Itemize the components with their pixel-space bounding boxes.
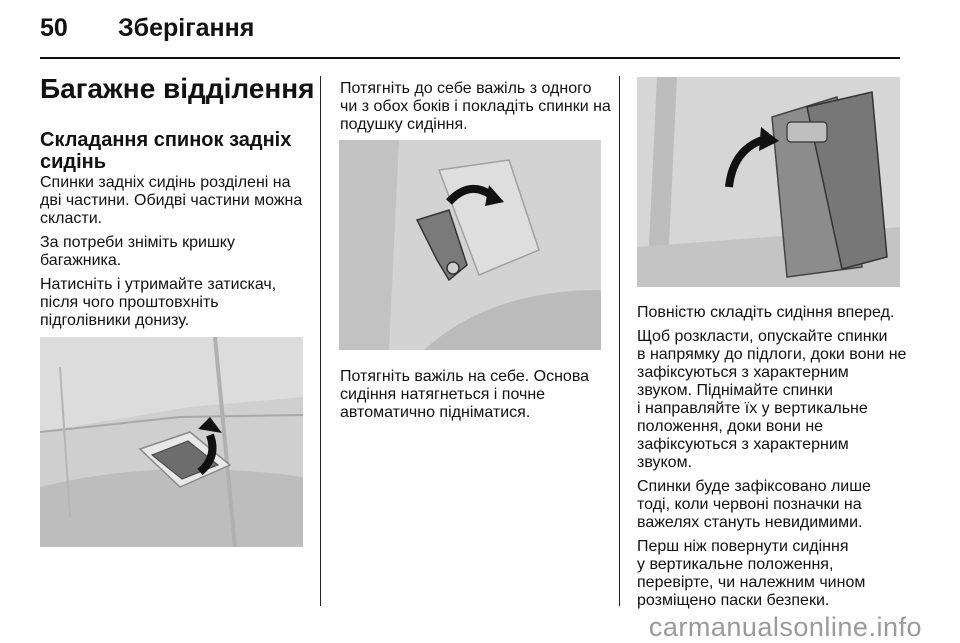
- chapter-title: Зберігання: [118, 14, 255, 42]
- section-title: Багажне відділення: [40, 73, 315, 104]
- illustration-folded-seat: [637, 77, 900, 287]
- illustration-seat-lever: [339, 140, 601, 350]
- col1-paragraph-2: За потреби зніміть кришку багажника.: [40, 234, 235, 269]
- subsection-title: Складання спинок задніх сидінь: [40, 129, 292, 173]
- figure-folded-seat: [637, 77, 900, 287]
- figure-headrest-clip: [40, 337, 303, 547]
- column-divider-1: [320, 76, 321, 606]
- col2-paragraph-2: Потягніть важіль на себе. Основа сидіння натягнеться і почне автоматично підніматися.: [340, 368, 590, 421]
- watermark: carmanualsonline.info: [648, 612, 922, 642]
- col1-paragraph-3: Натисніть і утримайте затискач, після чого проштовхніть підголівники донизу.: [40, 276, 277, 329]
- col3-paragraph-2: Щоб розкласти, опускайте спинки в напрямку до підлоги, доки вони не зафіксуються з характерним звуком. Піднімайте спинки і направляйте їх у вертикальне положення, доки вони не зафіксуються з характерним звуком.: [637, 328, 907, 471]
- illustration-headrest-clip: [40, 337, 303, 547]
- col3-paragraph-4: Перш ніж повернути сидіння у вертикальне положення, перевірте, чи належним чином розміщено паски безпеки.: [637, 538, 866, 609]
- col1-paragraph-1: Спинки задніх сидінь розділені на дві частини. Обидві частини можна скласти.: [40, 174, 303, 227]
- col3-paragraph-1: Повністю складіть сидіння вперед.: [637, 304, 895, 321]
- col3-paragraph-3: Спинки буде зафіксовано лише тоді, коли червоні позначки на важелях стануть невидимими.: [637, 478, 871, 531]
- figure-seat-lever: [339, 140, 601, 350]
- header-rule: [40, 57, 900, 59]
- page-number: 50: [40, 14, 68, 42]
- col2-paragraph-1: Потягніть до себе важіль з одного чи з обох боків і покладіть спинки на подушку сидіння.: [340, 80, 611, 133]
- column-divider-2: [619, 76, 620, 606]
